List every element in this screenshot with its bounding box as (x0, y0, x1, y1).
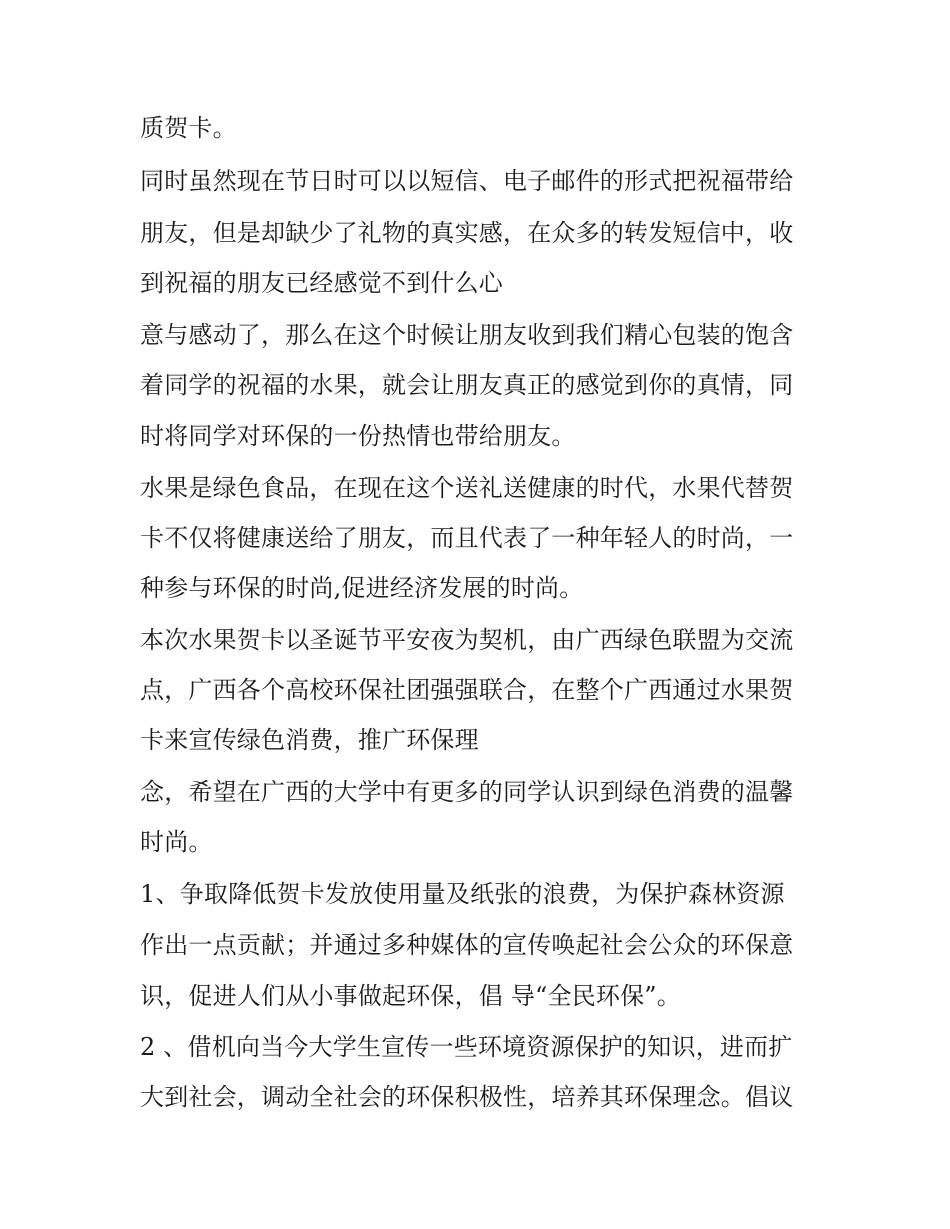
text-line: 时将同学对环保的一份热情也带给朋友。 (140, 422, 576, 450)
text-line: 大到社会，调动全社会的环保积极性，培养其环保理念。倡议 (140, 1083, 794, 1111)
text-line: 点，广西各个高校环保社团强强联合，在整个广西通过水果贺 (140, 676, 794, 704)
text-line: 本次水果贺卡以圣诞节平安夜为契机，由广西绿色联盟为交流 (140, 626, 794, 654)
text-line: 1、争取降低贺卡发放使用量及纸张的浪费，为保护森林资源 (140, 880, 785, 908)
text-line: 意与感动了，那么在这个时候让朋友收到我们精心包装的饱含 (140, 321, 794, 349)
text-line: 卡不仅将健康送给了朋友，而且代表了一种年轻人的时尚，一 (140, 524, 794, 552)
text-line: 识，促进人们从小事做起环保，倡 导“全民环保”。 (140, 982, 681, 1010)
text-line: 种参与环保的时尚,促进经济发展的时尚。 (140, 574, 584, 602)
text-line: 卡来宣传绿色消费，推广环保理 (140, 726, 479, 754)
text-line: 到祝福的朋友已经感觉不到什么心 (140, 269, 503, 297)
text-line: 朋友，但是却缺少了礼物的真实感，在众多的转发短信中，收 (140, 219, 794, 247)
text-line: 时尚。 (140, 828, 213, 856)
text-line: 质贺卡。 (140, 114, 237, 142)
text-line: 2 、借机向当今大学生宣传一些环境资源保护的知识，进而扩 (140, 1033, 793, 1061)
text-line: 作出一点贡献；并通过多种媒体的宣传唤起社会公众的环保意 (140, 931, 794, 959)
text-line: 着同学的祝福的水果，就会让朋友真正的感觉到你的真情，同 (140, 371, 794, 399)
text-line: 同时虽然现在节日时可以以短信、电子邮件的形式把祝福带给 (140, 167, 794, 195)
text-line: 念，希望在广西的大学中有更多的同学认识到绿色消费的温馨 (140, 778, 794, 806)
text-line: 水果是绿色食品，在现在这个送礼送健康的时代，水果代替贺 (140, 474, 794, 502)
